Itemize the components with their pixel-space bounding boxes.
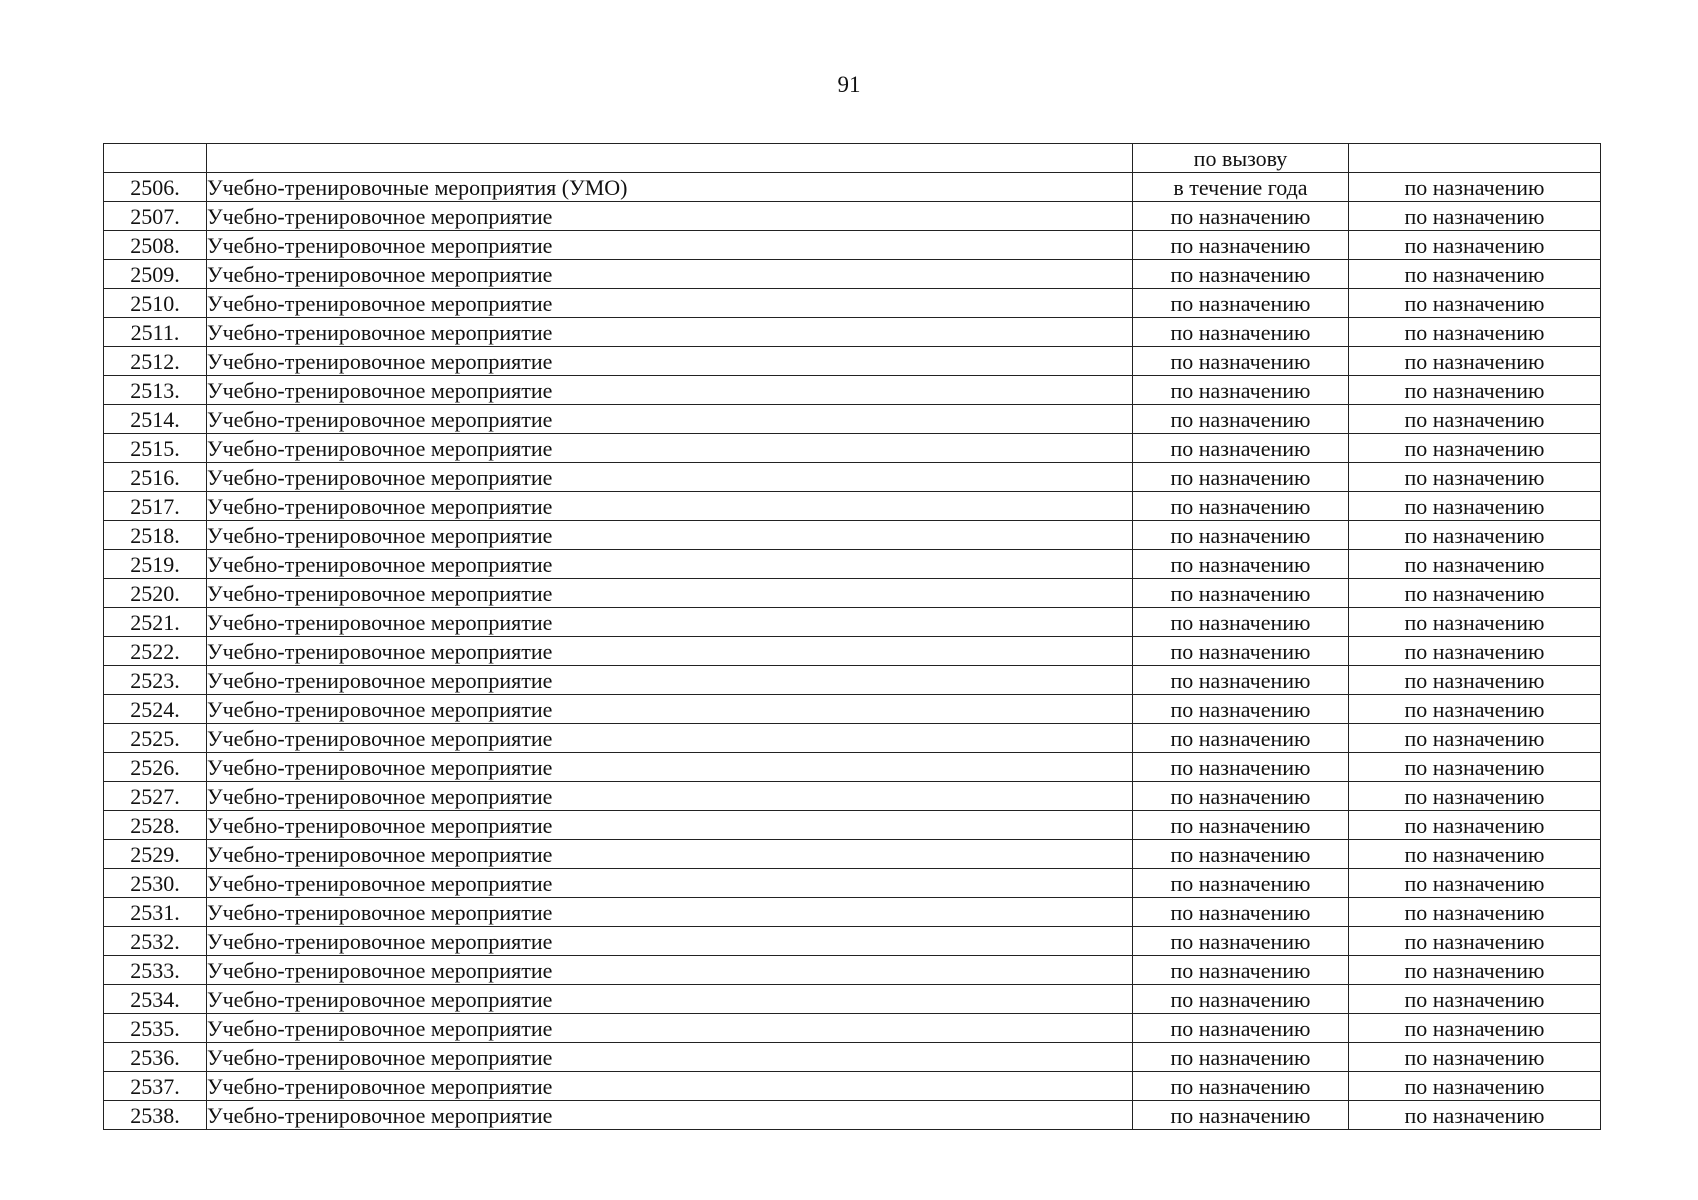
events-table: [103, 143, 1601, 1130]
event-period-cell: по назначению: [1133, 695, 1349, 724]
event-period-cell: по назначению: [1133, 202, 1349, 231]
event-period-cell: по назначению: [1133, 869, 1349, 898]
events-table-body: [104, 144, 1601, 1130]
event-schedule-cell: по назначению: [1349, 811, 1601, 840]
row-number-cell: 2516.: [104, 463, 207, 492]
table-row: [104, 724, 1601, 753]
event-name-cell: Учебно-тренировочное мероприятие: [207, 521, 1133, 550]
row-number-cell: 2508.: [104, 231, 207, 260]
row-number-cell: [104, 144, 207, 173]
event-name-cell: Учебно-тренировочное мероприятие: [207, 550, 1133, 579]
event-name-cell: Учебно-тренировочное мероприятие: [207, 1072, 1133, 1101]
event-period-cell: в течение года: [1133, 173, 1349, 202]
table-row: [104, 144, 1601, 173]
row-number-cell: 2520.: [104, 579, 207, 608]
event-name-cell: Учебно-тренировочное мероприятие: [207, 463, 1133, 492]
event-period-cell: по назначению: [1133, 1043, 1349, 1072]
row-number-cell: 2519.: [104, 550, 207, 579]
event-schedule-cell: по назначению: [1349, 753, 1601, 782]
event-schedule-cell: по назначению: [1349, 1072, 1601, 1101]
table-row: [104, 550, 1601, 579]
event-period-cell: по назначению: [1133, 724, 1349, 753]
event-schedule-cell: по назначению: [1349, 782, 1601, 811]
event-name-cell: Учебно-тренировочное мероприятие: [207, 782, 1133, 811]
event-schedule-cell: по назначению: [1349, 318, 1601, 347]
table-row: [104, 521, 1601, 550]
event-schedule-cell: по назначению: [1349, 869, 1601, 898]
event-period-cell: по назначению: [1133, 260, 1349, 289]
table-row: [104, 289, 1601, 318]
event-name-cell: Учебно-тренировочное мероприятие: [207, 695, 1133, 724]
event-period-cell: по назначению: [1133, 1014, 1349, 1043]
row-number-cell: 2530.: [104, 869, 207, 898]
event-schedule-cell: по назначению: [1349, 463, 1601, 492]
event-period-cell: по назначению: [1133, 782, 1349, 811]
table-row: [104, 173, 1601, 202]
table-row: [104, 1043, 1601, 1072]
row-number-cell: 2532.: [104, 927, 207, 956]
event-schedule-cell: по назначению: [1349, 666, 1601, 695]
event-name-cell: Учебно-тренировочное мероприятие: [207, 869, 1133, 898]
event-name-cell: Учебно-тренировочное мероприятие: [207, 202, 1133, 231]
event-name-cell: Учебно-тренировочное мероприятие: [207, 318, 1133, 347]
event-schedule-cell: по назначению: [1349, 608, 1601, 637]
event-period-cell: по назначению: [1133, 985, 1349, 1014]
event-name-cell: Учебно-тренировочные мероприятия (УМО): [207, 173, 1133, 202]
event-schedule-cell: по назначению: [1349, 840, 1601, 869]
event-name-cell: Учебно-тренировочное мероприятие: [207, 985, 1133, 1014]
event-name-cell: Учебно-тренировочное мероприятие: [207, 956, 1133, 985]
event-schedule-cell: по назначению: [1349, 724, 1601, 753]
event-period-cell: по назначению: [1133, 376, 1349, 405]
table-row: [104, 985, 1601, 1014]
row-number-cell: 2524.: [104, 695, 207, 724]
event-schedule-cell: по назначению: [1349, 347, 1601, 376]
event-name-cell: Учебно-тренировочное мероприятие: [207, 260, 1133, 289]
event-period-cell: по назначению: [1133, 1101, 1349, 1130]
event-schedule-cell: по назначению: [1349, 637, 1601, 666]
row-number-cell: 2507.: [104, 202, 207, 231]
row-number-cell: 2526.: [104, 753, 207, 782]
event-period-cell: по назначению: [1133, 753, 1349, 782]
row-number-cell: 2529.: [104, 840, 207, 869]
row-number-cell: 2522.: [104, 637, 207, 666]
row-number-cell: 2513.: [104, 376, 207, 405]
event-schedule-cell: по назначению: [1349, 376, 1601, 405]
table-row: [104, 608, 1601, 637]
row-number-cell: 2511.: [104, 318, 207, 347]
row-number-cell: 2533.: [104, 956, 207, 985]
table-row: [104, 492, 1601, 521]
event-schedule-cell: по назначению: [1349, 1043, 1601, 1072]
table-row: [104, 840, 1601, 869]
event-schedule-cell: по назначению: [1349, 695, 1601, 724]
event-name-cell: Учебно-тренировочное мероприятие: [207, 405, 1133, 434]
event-period-cell: по назначению: [1133, 434, 1349, 463]
event-name-cell: Учебно-тренировочное мероприятие: [207, 579, 1133, 608]
table-row: [104, 666, 1601, 695]
event-name-cell: Учебно-тренировочное мероприятие: [207, 1014, 1133, 1043]
event-name-cell: Учебно-тренировочное мероприятие: [207, 1101, 1133, 1130]
event-period-cell: по назначению: [1133, 637, 1349, 666]
row-number-cell: 2528.: [104, 811, 207, 840]
event-period-cell: по назначению: [1133, 579, 1349, 608]
row-number-cell: 2537.: [104, 1072, 207, 1101]
event-period-cell: по назначению: [1133, 608, 1349, 637]
event-period-cell: по назначению: [1133, 956, 1349, 985]
event-period-cell: по назначению: [1133, 927, 1349, 956]
event-period-cell: по назначению: [1133, 347, 1349, 376]
event-period-cell: по назначению: [1133, 550, 1349, 579]
event-schedule-cell: по назначению: [1349, 202, 1601, 231]
table-row: [104, 927, 1601, 956]
row-number-cell: 2509.: [104, 260, 207, 289]
event-period-cell: по назначению: [1133, 231, 1349, 260]
event-schedule-cell: по назначению: [1349, 405, 1601, 434]
table-row: [104, 637, 1601, 666]
table-row: [104, 695, 1601, 724]
table-row: [104, 898, 1601, 927]
table-row: [104, 956, 1601, 985]
table-row: [104, 318, 1601, 347]
event-schedule-cell: по назначению: [1349, 260, 1601, 289]
row-number-cell: 2525.: [104, 724, 207, 753]
table-row: [104, 782, 1601, 811]
row-number-cell: 2510.: [104, 289, 207, 318]
event-name-cell: Учебно-тренировочное мероприятие: [207, 376, 1133, 405]
table-row: [104, 463, 1601, 492]
event-period-cell: по назначению: [1133, 463, 1349, 492]
row-number-cell: 2538.: [104, 1101, 207, 1130]
row-number-cell: 2534.: [104, 985, 207, 1014]
table-row: [104, 260, 1601, 289]
row-number-cell: 2523.: [104, 666, 207, 695]
event-name-cell: Учебно-тренировочное мероприятие: [207, 347, 1133, 376]
event-period-cell: по назначению: [1133, 521, 1349, 550]
event-name-cell: Учебно-тренировочное мероприятие: [207, 434, 1133, 463]
event-schedule-cell: по назначению: [1349, 289, 1601, 318]
event-period-cell: по вызову: [1133, 144, 1349, 173]
table-row: [104, 231, 1601, 260]
event-schedule-cell: по назначению: [1349, 927, 1601, 956]
table-row: [104, 1014, 1601, 1043]
table-row: [104, 347, 1601, 376]
event-schedule-cell: [1349, 144, 1601, 173]
event-period-cell: по назначению: [1133, 289, 1349, 318]
event-schedule-cell: по назначению: [1349, 173, 1601, 202]
event-name-cell: Учебно-тренировочное мероприятие: [207, 811, 1133, 840]
event-period-cell: по назначению: [1133, 898, 1349, 927]
event-schedule-cell: по назначению: [1349, 956, 1601, 985]
row-number-cell: 2512.: [104, 347, 207, 376]
event-name-cell: Учебно-тренировочное мероприятие: [207, 840, 1133, 869]
event-schedule-cell: по назначению: [1349, 985, 1601, 1014]
event-period-cell: по назначению: [1133, 1072, 1349, 1101]
event-name-cell: Учебно-тренировочное мероприятие: [207, 724, 1133, 753]
event-schedule-cell: по назначению: [1349, 492, 1601, 521]
event-schedule-cell: по назначению: [1349, 434, 1601, 463]
row-number-cell: 2536.: [104, 1043, 207, 1072]
event-schedule-cell: по назначению: [1349, 550, 1601, 579]
table-row: [104, 1072, 1601, 1101]
event-name-cell: Учебно-тренировочное мероприятие: [207, 289, 1133, 318]
row-number-cell: 2517.: [104, 492, 207, 521]
event-period-cell: по назначению: [1133, 318, 1349, 347]
row-number-cell: 2535.: [104, 1014, 207, 1043]
row-number-cell: 2531.: [104, 898, 207, 927]
page-number: 91: [837, 72, 861, 97]
table-row: [104, 579, 1601, 608]
event-name-cell: Учебно-тренировочное мероприятие: [207, 666, 1133, 695]
table-row: [104, 202, 1601, 231]
row-number-cell: 2514.: [104, 405, 207, 434]
event-period-cell: по назначению: [1133, 840, 1349, 869]
row-number-cell: 2515.: [104, 434, 207, 463]
table-row: [104, 869, 1601, 898]
event-period-cell: по назначению: [1133, 405, 1349, 434]
event-name-cell: Учебно-тренировочное мероприятие: [207, 898, 1133, 927]
event-name-cell: Учебно-тренировочное мероприятие: [207, 753, 1133, 782]
event-period-cell: по назначению: [1133, 811, 1349, 840]
event-period-cell: по назначению: [1133, 666, 1349, 695]
event-schedule-cell: по назначению: [1349, 521, 1601, 550]
event-name-cell: Учебно-тренировочное мероприятие: [207, 492, 1133, 521]
table-row: [104, 753, 1601, 782]
row-number-cell: 2527.: [104, 782, 207, 811]
event-name-cell: Учебно-тренировочное мероприятие: [207, 927, 1133, 956]
table-row: [104, 405, 1601, 434]
event-schedule-cell: по назначению: [1349, 579, 1601, 608]
row-number-cell: 2518.: [104, 521, 207, 550]
event-name-cell: Учебно-тренировочное мероприятие: [207, 231, 1133, 260]
event-name-cell: Учебно-тренировочное мероприятие: [207, 608, 1133, 637]
event-name-cell: [207, 144, 1133, 173]
event-period-cell: по назначению: [1133, 492, 1349, 521]
table-row: [104, 811, 1601, 840]
event-schedule-cell: по назначению: [1349, 898, 1601, 927]
event-schedule-cell: по назначению: [1349, 231, 1601, 260]
event-name-cell: Учебно-тренировочное мероприятие: [207, 1043, 1133, 1072]
table-row: [104, 376, 1601, 405]
row-number-cell: 2506.: [104, 173, 207, 202]
event-name-cell: Учебно-тренировочное мероприятие: [207, 637, 1133, 666]
table-row: [104, 434, 1601, 463]
event-schedule-cell: по назначению: [1349, 1014, 1601, 1043]
table-row: [104, 1101, 1601, 1130]
event-schedule-cell: по назначению: [1349, 1101, 1601, 1130]
row-number-cell: 2521.: [104, 608, 207, 637]
